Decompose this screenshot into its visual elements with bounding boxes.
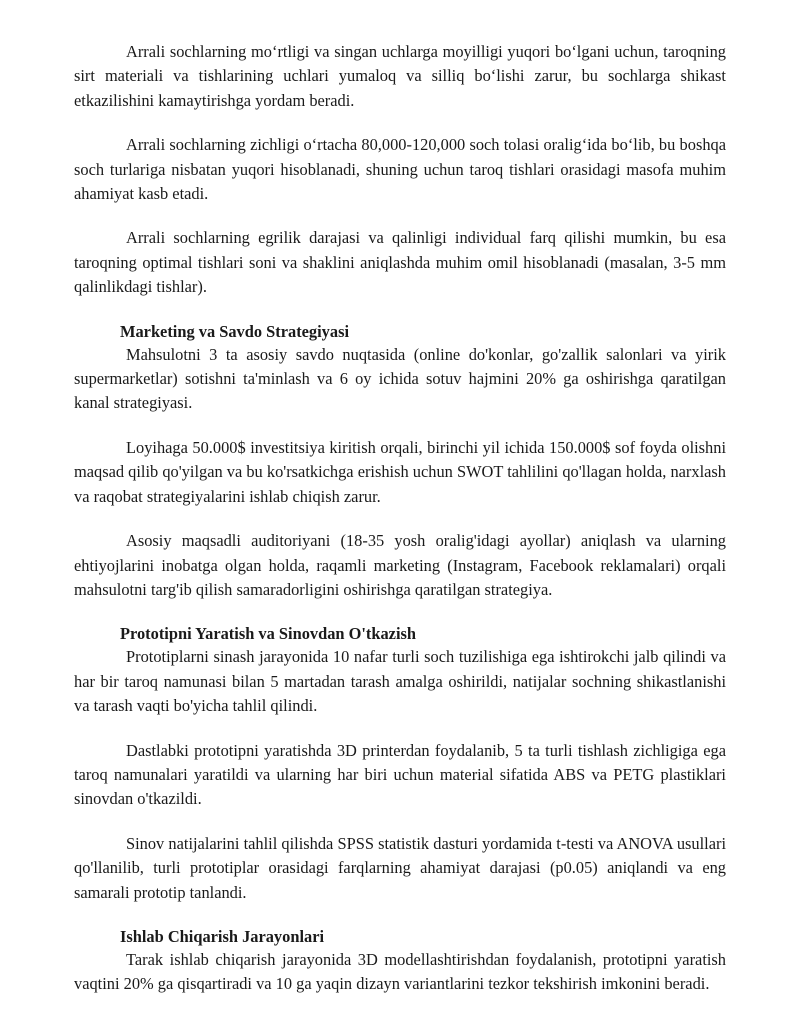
- section-paragraph: Prototiplarni sinash jarayonida 10 nafar turli soch tuzilishiga ega ishtirokchi jalb qilindi va har bir taroq namunasi bilan 5 martadan tarash amalga oshirildi, natijalar sochning shikastlanishi va tarash vaqti bo'yicha tahlil qilindi.: [74, 647, 726, 716]
- section-paragraph: Dastlabki prototipni yaratishda 3D printerdan foydalanib, 5 ta turli tishlash zichligiga ega taroq namunalari yaratildi va ularning har biri uchun material sifatida ABS va PETG plastiklari sinovdan o'tkazildi.: [74, 740, 726, 809]
- section-production: [74, 925, 726, 997]
- document-page: [74, 40, 726, 1017]
- section-paragraph: Mahsulotni 3 ta asosiy savdo nuqtasida (online do'konlar, go'zallik salonlari va yirik supermarketlar) sotishni ta'minlash va 6 oy ichida sotuv hajmini 20% ga oshirishga qaratilgan kanal strategiyasi.: [74, 344, 726, 413]
- section-paragraph: Tarak ishlab chiqarish jarayonida 3D modellashtirishdan foydalanish, prototipni yaratish vaqtini 20% ga qisqartiradi va 10 ga yaqin dizayn variantlarini tezkor tekshirish imkonini beradi.: [74, 949, 726, 994]
- section-paragraph: Asosiy maqsadli auditoriyani (18-35 yosh oralig'idagi ayollar) aniqlash va ularning ehtiyojlarini inobatga olgan holda, raqamli marketing (Instagram, Facebook reklamalari) orqali mahsulotni targ'ib qilish samaradorligini oshirishga qaratilgan strategiya.: [74, 531, 726, 599]
- section-paragraph: Sinov natijalarini tahlil qilishda SPSS statistik dasturi yordamida t-testi va ANOVA usullari qo'llanilib, turli prototiplar orasidagi farqlarning ahamiyat darajasi (p0.05) aniqlandi va eng samarali prototip tanlandi.: [74, 833, 726, 902]
- intro-paragraph-2: Arrali sochlarning zichligi o‘rtacha 80,000-120,000 soch tolasi oralig‘ida bo‘lib, bu boshqa soch turlariga nisbatan yuqori hisoblanadi, shuning uchun taroq tishlari orasidagi masofa muhim ahamiyat kasb etadi.: [74, 135, 726, 204]
- intro-paragraph-3: Arrali sochlarning egrilik darajasi va qalinligi individual farq qilishi mumkin, bu esa taroqning optimal tishlari soni va shaklini aniqlashda muhim omil hisoblanadi (masalan, 3-5 mm qalinlikdagi tishlar).: [74, 228, 726, 297]
- section-paragraph: Loyihaga 50.000$ investitsiya kiritish orqali, birinchi yil ichida 150.000$ sof foyda olishni maqsad qilib qo'yilgan va bu ko'rsatkichga erishish uchun SWOT tahlilini qo'llagan holda, narxlash va raqobat strategiyalarini ishlab chiqish zarur.: [74, 437, 726, 506]
- section-heading: Prototipni Yaratish va Sinovdan O'tkazish: [120, 624, 416, 644]
- section-heading: Marketing va Savdo Strategiyasi: [120, 321, 350, 341]
- section-marketing: [74, 320, 726, 603]
- section-prototype: [74, 622, 726, 905]
- intro-paragraph-1: Arrali sochlarning mo‘rtligi va singan uchlarga moyilligi yuqori bo‘lgani uchun, taroqning sirt materiali va tishlarining uchlari yumaloq va silliq bo‘lishi zarur, bu sochlarga shikast etkazilishini kamaytirishga yordam beradi.: [74, 42, 726, 110]
- section-heading: Ishlab Chiqarish Jarayonlari: [120, 926, 325, 946]
